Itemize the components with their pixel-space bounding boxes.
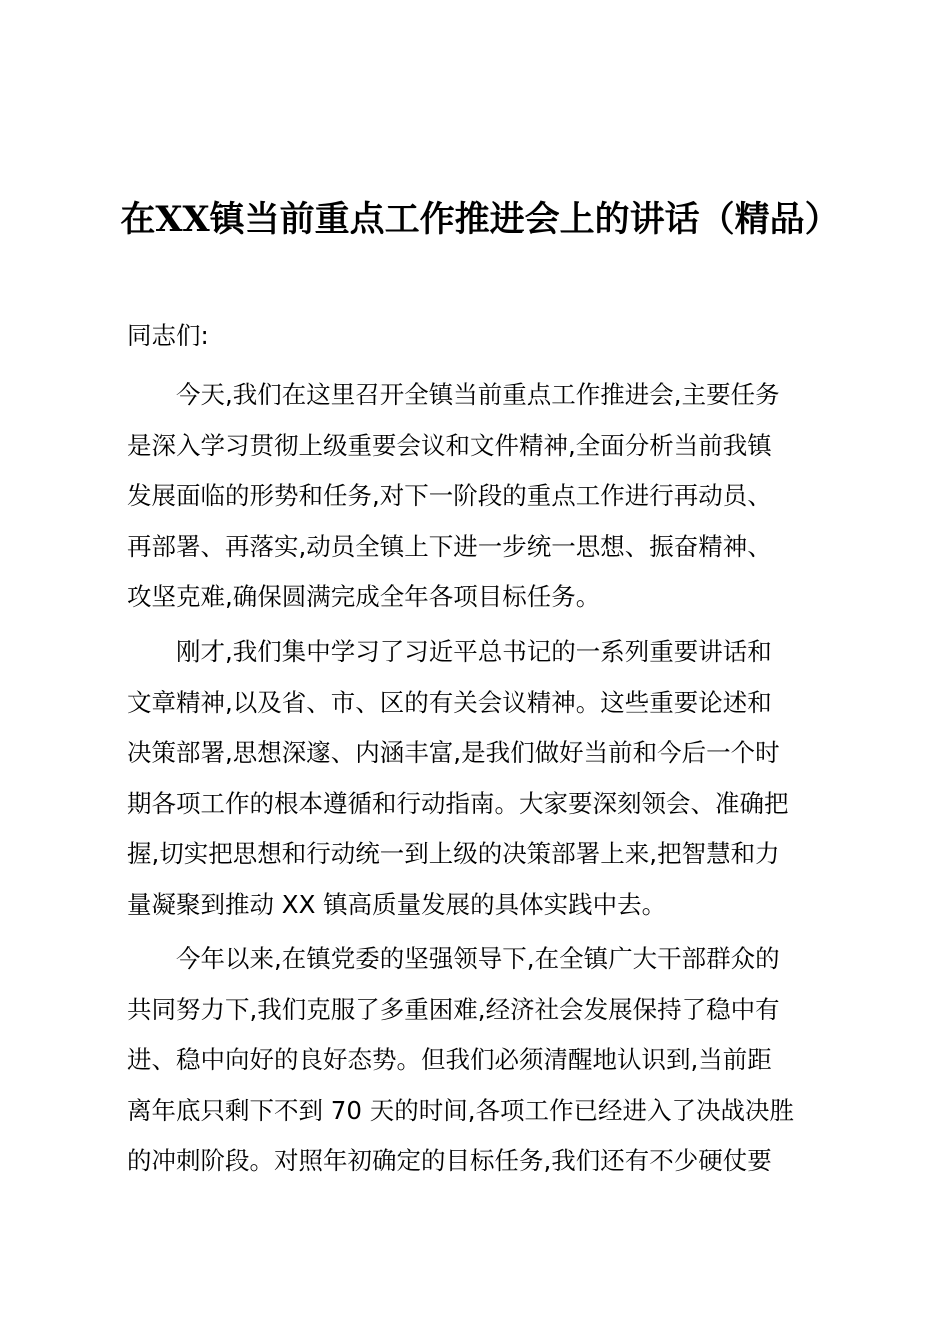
paragraph-line: 决策部署,思想深邃、内涵丰富,是我们做好当前和今后一个时 [127, 738, 780, 767]
paragraph-line: 发展面临的形势和任务,对下一阶段的重点工作进行再动员、 [127, 481, 772, 510]
paragraph-3 [127, 934, 827, 1187]
paragraph-line: 今年以来,在镇党委的坚强领导下,在全镇广大干部群众的 [176, 944, 780, 973]
salutation: 同志们: [127, 321, 209, 350]
paragraph-line: 期各项工作的根本遵循和行动指南。大家要深刻领会、准确把 [127, 788, 789, 818]
paragraph-line: 共同努力下,我们克服了多重困难,经济社会发展保持了稳中有 [127, 994, 780, 1024]
paragraph-line: 再部署、再落实,动员全镇上下进一步统一思想、振奋精神、 [127, 531, 772, 561]
paragraph-line: 离年底只剩下不到 70 天的时间,各项工作已经进入了决战决胜 [127, 1095, 795, 1125]
paragraph-line: 攻坚克难,确保圆满完成全年各项目标任务。 [127, 582, 601, 611]
paragraph-line: 进、稳中向好的良好态势。但我们必须清醒地认识到,当前距 [127, 1045, 772, 1074]
document-title: 在XX镇当前重点工作推进会上的讲话（精品） [120, 199, 840, 240]
paragraph-line: 的冲刺阶段。对照年初确定的目标任务,我们还有不少硬仗要 [127, 1146, 772, 1175]
paragraph-line: 是深入学习贯彻上级重要会议和文件精神,全面分析当前我镇 [127, 430, 772, 460]
paragraph-line: 文章精神,以及省、市、区的有关会议精神。这些重要论述和 [127, 687, 772, 717]
paragraph-line: 握,切实把思想和行动统一到上级的决策部署上来,把智慧和力 [127, 839, 780, 868]
paragraph-line: 今天,我们在这里召开全镇当前重点工作推进会,主要任务 [176, 380, 780, 409]
paragraph-line: 量凝聚到推动 XX 镇高质量发展的具体实践中去。 [127, 889, 667, 919]
paragraph-1 [127, 370, 827, 623]
paragraph-2 [127, 627, 827, 930]
paragraph-line: 刚才,我们集中学习了习近平总书记的一系列重要讲话和 [176, 637, 772, 666]
